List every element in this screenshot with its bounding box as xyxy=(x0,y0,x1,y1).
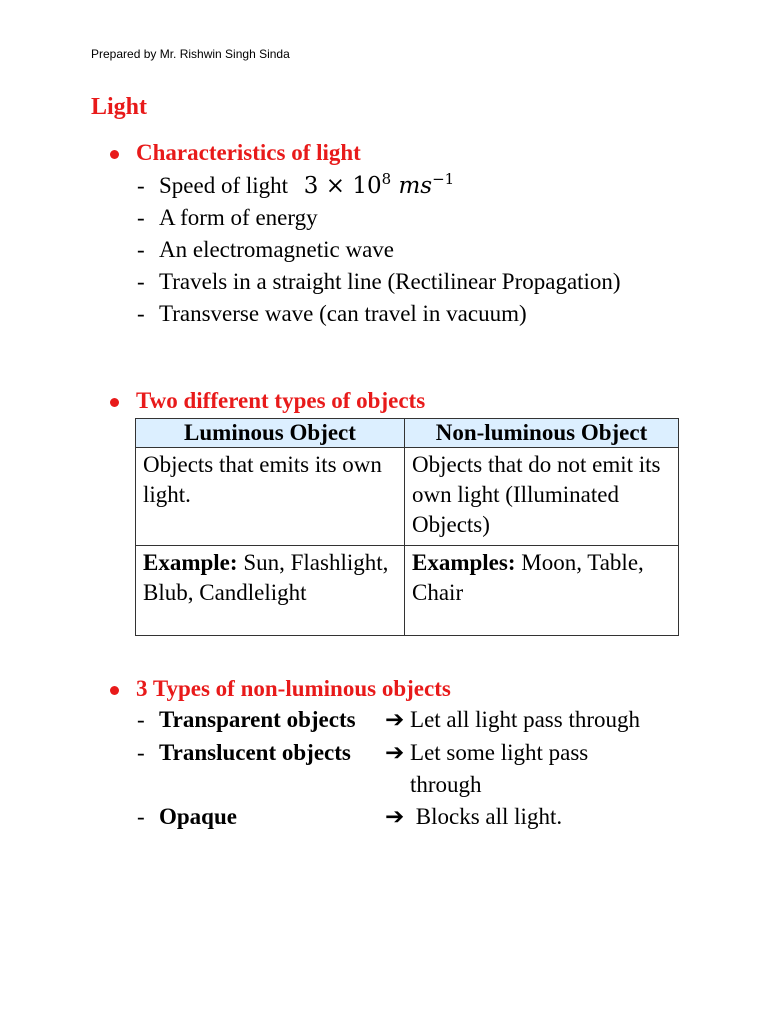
list-item-opaque: - Opaque xyxy=(137,804,237,829)
example-text: Sun, Flashlight, Blub, Candlelight xyxy=(143,550,389,605)
table-header-row xyxy=(136,419,679,448)
list-item: - Transverse wave (can travel in vacuum) xyxy=(137,301,527,326)
section-heading-characteristics xyxy=(112,140,361,166)
object-types-table xyxy=(135,418,679,636)
definition-translucent-cont: through xyxy=(410,772,482,797)
arrow-right-icon: ➔ xyxy=(385,740,405,765)
list-item-speed: - Speed of light $3 \times 10^8$ $ms^{-1}$ xyxy=(137,170,455,199)
arrow-right-icon: ➔ xyxy=(385,707,405,732)
list-item-text: Travels in a straight line (Rectilinear Propagation) xyxy=(159,269,621,294)
section-heading-types xyxy=(112,388,425,414)
document-header: Prepared by Mr. Rishwin Singh Sinda xyxy=(91,47,290,61)
bullet-icon xyxy=(110,398,119,407)
section-heading-non-luminous xyxy=(112,676,451,702)
bullet-icon xyxy=(110,150,119,159)
example-label: Example: xyxy=(143,550,238,575)
list-item-text: An electromagnetic wave xyxy=(159,237,394,262)
list-item-translucent: - Translucent objects xyxy=(137,740,351,765)
example-text: Moon, Table, Chair xyxy=(412,550,644,605)
table-row xyxy=(136,546,679,636)
speed-label: Speed of light xyxy=(159,173,289,198)
definition-transparent xyxy=(385,707,640,733)
term-transparent: Transparent objects xyxy=(159,707,356,732)
bullet-icon xyxy=(110,686,119,695)
definition-opaque xyxy=(385,804,562,830)
list-item: - An electromagnetic wave xyxy=(137,237,394,262)
list-item-text: Transverse wave (can travel in vacuum) xyxy=(159,301,527,326)
term-translucent: Translucent objects xyxy=(159,740,351,765)
list-item-text: A form of energy xyxy=(159,205,318,230)
speed-formula: $3 \times 10^8$ $ms^{-1}$ xyxy=(303,170,455,199)
table-header-luminous: Luminous Object xyxy=(136,419,405,448)
table-cell: Objects that emits its own light. xyxy=(136,448,405,546)
list-item: - A form of energy xyxy=(137,205,318,230)
table-header-non-luminous: Non-luminous Object xyxy=(405,419,679,448)
arrow-right-icon: ➔ xyxy=(385,804,405,829)
table-cell xyxy=(136,546,405,636)
definition-text: Blocks all light. xyxy=(415,804,563,829)
section-heading-text: Two different types of objects xyxy=(136,388,426,413)
table-cell: Objects that do not emit its own light (Illuminated Objects) xyxy=(405,448,679,546)
section-heading-text: Characteristics of light xyxy=(136,140,361,165)
term-opaque: Opaque xyxy=(159,804,237,829)
table-cell xyxy=(405,546,679,636)
example-label: Examples: xyxy=(412,550,516,575)
section-heading-text: 3 Types of non-luminous objects xyxy=(136,676,451,701)
definition-translucent xyxy=(385,740,588,766)
list-item: - Travels in a straight line (Rectilinear Propagation) xyxy=(137,269,621,294)
page-title: Light xyxy=(91,94,148,120)
definition-text: Let some light pass xyxy=(410,740,589,765)
list-item-transparent: - Transparent objects xyxy=(137,707,356,732)
definition-text: Let all light pass through xyxy=(410,707,640,732)
table-row xyxy=(136,448,679,546)
